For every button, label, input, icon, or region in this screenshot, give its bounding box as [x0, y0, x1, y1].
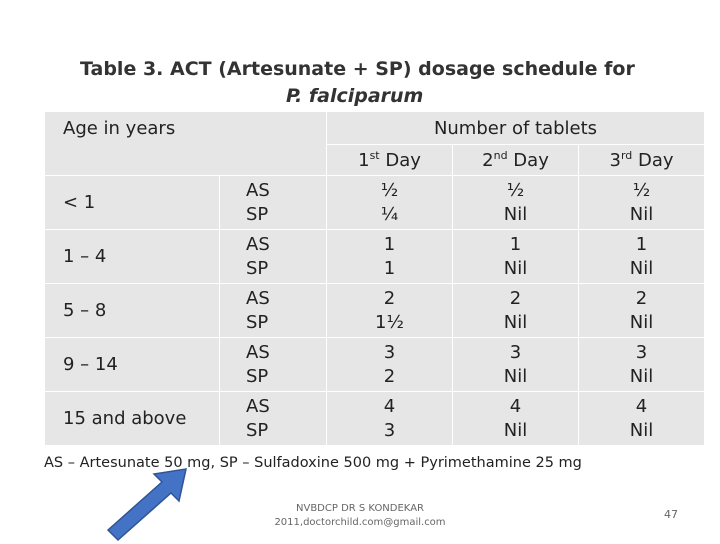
dose-cell: 1 1 — [327, 230, 453, 284]
dose-cell: ½ ¼ — [327, 176, 453, 230]
table-row — [45, 392, 705, 446]
slide-footer — [260, 502, 460, 530]
age-cell: 5 – 8 — [45, 284, 220, 338]
dose-cell: 3 Nil — [453, 338, 579, 392]
dose-cell: 3 2 — [327, 338, 453, 392]
day-header: 3rd Day — [579, 145, 705, 176]
drug-cell: AS SP — [220, 230, 327, 284]
table-row — [45, 230, 705, 284]
dose-cell: 4 3 — [327, 392, 453, 446]
dose-cell: 2 Nil — [453, 284, 579, 338]
abbreviation-footnote: AS – Artesunate 50 mg, SP – Sulfadoxine 500 mg + Pyrimethamine 25 mg — [44, 455, 582, 471]
table-header-row — [45, 112, 705, 145]
age-cell: < 1 — [45, 176, 220, 230]
age-cell: 1 – 4 — [45, 230, 220, 284]
dose-cell: 3 Nil — [579, 338, 705, 392]
dose-cell: 4 Nil — [453, 392, 579, 446]
tablets-header: Number of tablets — [327, 112, 705, 145]
title-line-2: P. falciparum — [286, 85, 424, 107]
drug-cell: AS SP — [220, 284, 327, 338]
table-row — [45, 176, 705, 230]
age-cell: 15 and above — [45, 392, 220, 446]
day-header: 2nd Day — [453, 145, 579, 176]
day-header: 1st Day — [327, 145, 453, 176]
footer-line-2: 2011,doctorchild.com@gmail.com — [274, 517, 446, 528]
table-row — [45, 338, 705, 392]
dose-cell: 1 Nil — [453, 230, 579, 284]
dose-cell: ½ Nil — [453, 176, 579, 230]
footer-line-1: NVBDCP DR S KONDEKAR — [296, 503, 424, 514]
table-title — [80, 56, 640, 110]
drug-cell: AS SP — [220, 392, 327, 446]
page-number: 47 — [664, 508, 678, 521]
title-line-1: Table 3. ACT (Artesunate + SP) dosage schedule for — [80, 58, 635, 80]
dose-cell: ½ Nil — [579, 176, 705, 230]
drug-cell: AS SP — [220, 176, 327, 230]
pointer-arrow-icon — [100, 464, 200, 544]
dosage-table — [44, 111, 705, 446]
dose-cell: 1 Nil — [579, 230, 705, 284]
dose-cell: 2 Nil — [579, 284, 705, 338]
age-cell: 9 – 14 — [45, 338, 220, 392]
dose-cell: 2 1½ — [327, 284, 453, 338]
table-row — [45, 284, 705, 338]
pointer-arrow-shape — [108, 469, 186, 540]
age-header: Age in years — [45, 112, 327, 176]
dose-cell: 4 Nil — [579, 392, 705, 446]
drug-cell: AS SP — [220, 338, 327, 392]
